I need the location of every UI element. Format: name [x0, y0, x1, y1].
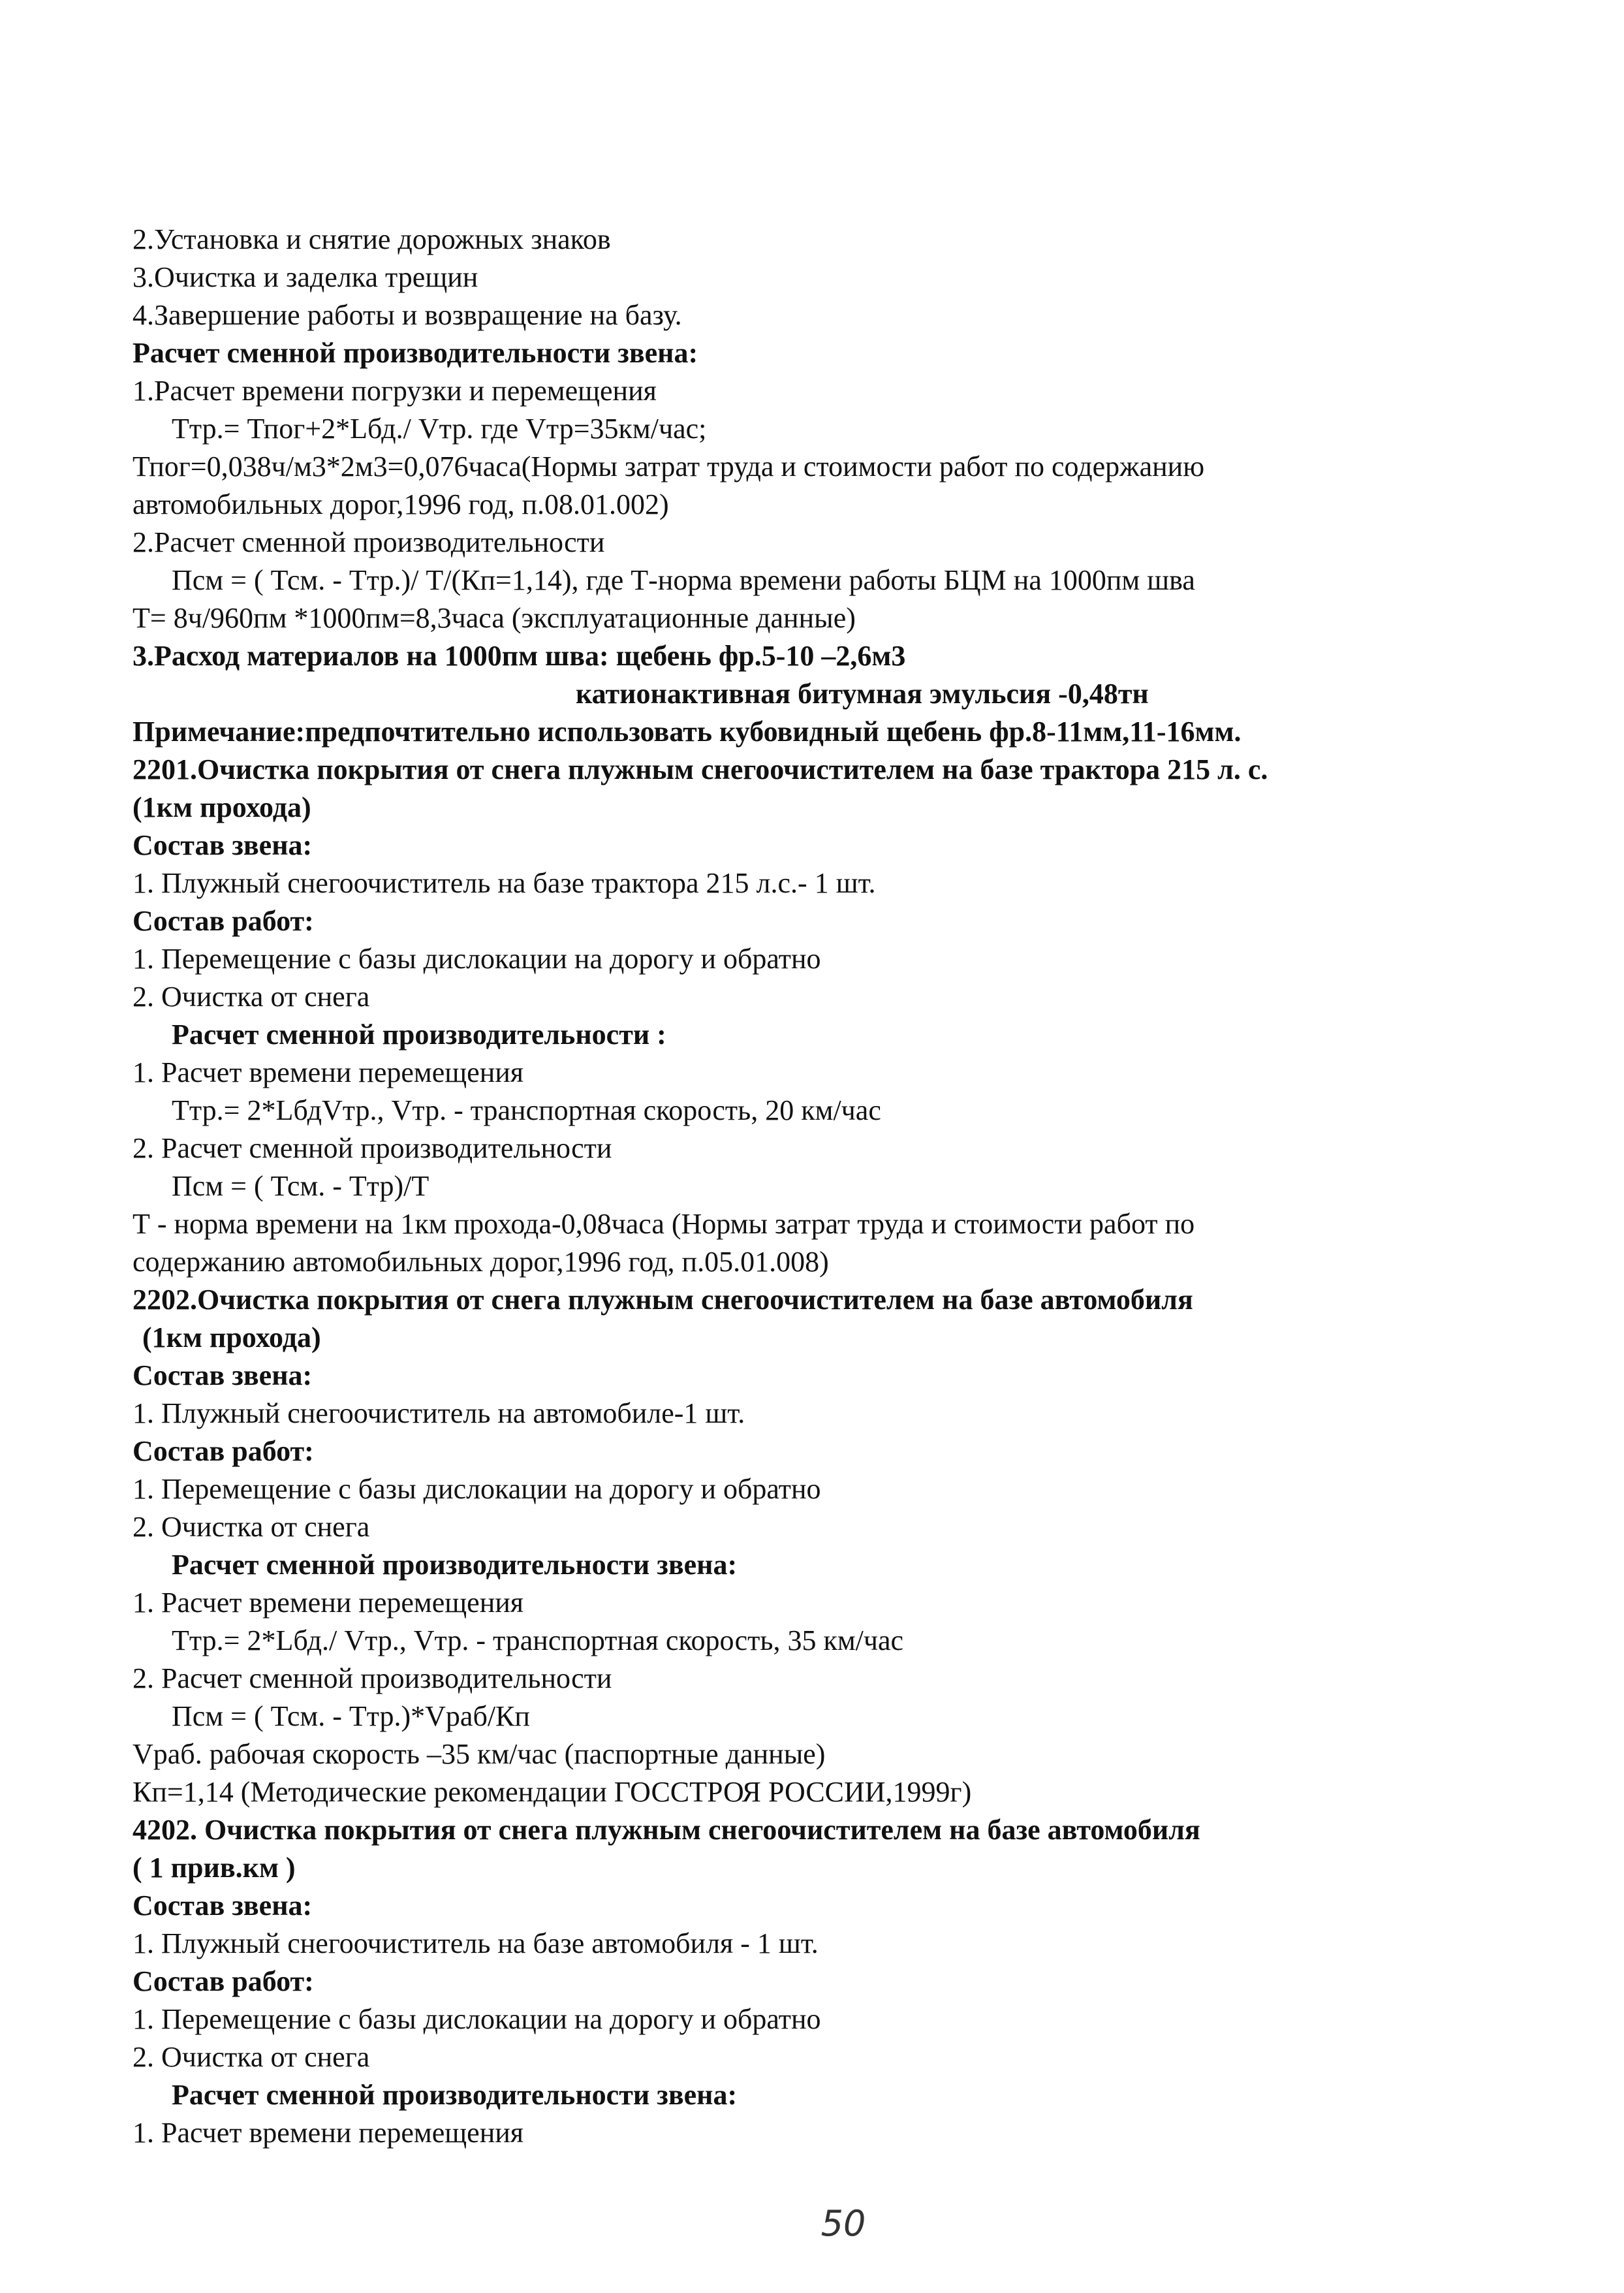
text-line: 1.Расчет времени погрузки и перемещения [133, 375, 657, 407]
materials-heading: 3.Расход материалов на 1000пм шва: щебень фр.5-10 –2,6м3 [133, 640, 906, 672]
text-line: 1. Расчет времени перемещения [133, 1056, 524, 1088]
crew-heading: Состав звена: [133, 829, 313, 861]
note-line: Примечание:предпочтительно использовать кубовидный щебень фр.8-11мм,11-16мм. [133, 716, 1241, 748]
text-line: 2.Расчет сменной производительности [133, 526, 605, 558]
formula-line: Псм = ( Тсм. - Ттр)/Т [172, 1170, 429, 1202]
text-line: 1. Перемещение с базы дислокации на дорогу и обратно [133, 2003, 821, 2035]
section-title-2201-unit: (1км прохода) [133, 791, 311, 823]
text-line: 2. Очистка от снега [133, 1511, 370, 1543]
text-line: Т= 8ч/960пм *1000пм=8,3часа (эксплуатационные данные) [133, 602, 856, 634]
text-line: 1. Расчет времени перемещения [133, 2117, 524, 2149]
text-line: 3.Очистка и заделка трещин [133, 261, 478, 293]
text-line: Т - норма времени на 1км прохода-0,08часа (Нормы затрат труда и стоимости работ по [133, 1208, 1195, 1240]
text-line: 4.Завершение работы и возвращение на базу. [133, 299, 682, 331]
text-line: Тпог=0,038ч/м3*2м3=0,076часа(Нормы затрат труда и стоимости работ по содержанию [133, 451, 1205, 482]
section-title-2202-unit: (1км прохода) [142, 1321, 321, 1353]
text-line: Кп=1,14 (Методические рекомендации ГОССТРОЯ РОССИИ,1999г) [133, 1776, 972, 1808]
text-line: 1. Перемещение с базы дислокации на дорогу и обратно [133, 1473, 821, 1505]
crew-heading: Состав звена: [133, 1359, 313, 1391]
text-line: 2. Расчет сменной производительности [133, 1662, 612, 1694]
productivity-heading: Расчет сменной производительности звена: [172, 1549, 738, 1581]
crew-heading: Состав звена: [133, 1890, 313, 1921]
productivity-heading: Расчет сменной производительности : [172, 1019, 666, 1051]
text-line: автомобильных дорог,1996 год, п.08.01.002) [133, 488, 669, 520]
works-heading: Состав работ: [133, 905, 314, 937]
page-number: 50 [820, 2203, 866, 2244]
formula-line: Ттр.= 2*Lбд./ Vтр., Vтр. - транспортная скорость, 35 км/час [172, 1624, 904, 1656]
text-line: 2. Очистка от снега [133, 981, 370, 1013]
works-heading: Состав работ: [133, 1965, 314, 1997]
text-line: 1. Плужный снегоочиститель на базе трактора 215 л.с.- 1 шт. [133, 867, 876, 899]
text-line: 1. Перемещение с базы дислокации на дорогу и обратно [133, 943, 821, 975]
formula-line: Псм = ( Тсм. - Ттр.)*Vраб/Кп [172, 1700, 530, 1732]
formula-line: Ттр.= 2*LбдVтр., Vтр. - транспортная скорость, 20 км/час [172, 1094, 881, 1126]
formula-line: Ттр.= Тпог+2*Lбд./ Vтр. где Vтр=35км/час; [172, 413, 707, 445]
text-line: 2. Расчет сменной производительности [133, 1132, 612, 1164]
text-line: 2. Очистка от снега [133, 2041, 370, 2073]
text-line: 1. Плужный снегоочиститель на базе автомобиля - 1 шт. [133, 1927, 819, 1959]
formula-line: Псм = ( Тсм. - Ттр.)/ Т/(Кп=1,14), где Т-норма времени работы БЦМ на 1000пм шва [172, 564, 1195, 596]
materials-line: катионактивная битумная эмульсия -0,48тн [576, 678, 1149, 710]
section-title-4202-unit: ( 1 прив.км ) [133, 1852, 296, 1884]
section-title-2202: 2202.Очистка покрытия от снега плужным снегоочистителем на базе автомобиля [133, 1284, 1193, 1316]
section-title-2201: 2201.Очистка покрытия от снега плужным снегоочистителем на базе трактора 215 л. с. [133, 753, 1268, 785]
text-line: 1. Плужный снегоочиститель на автомобиле-1 шт. [133, 1397, 745, 1429]
text-line: содержанию автомобильных дорог,1996 год, п.05.01.008) [133, 1246, 829, 1278]
text-line: Vраб. рабочая скорость –35 км/час (паспортные данные) [133, 1738, 826, 1770]
text-line: 1. Расчет времени перемещения [133, 1587, 524, 1619]
text-line: 2.Установка и снятие дорожных знаков [133, 223, 611, 255]
works-heading: Состав работ: [133, 1435, 314, 1467]
section-title-4202: 4202. Очистка покрытия от снега плужным снегоочистителем на базе автомобиля [133, 1814, 1200, 1846]
productivity-heading: Расчет сменной производительности звена: [172, 2079, 738, 2111]
section-heading: Расчет сменной производительности звена: [133, 337, 698, 369]
